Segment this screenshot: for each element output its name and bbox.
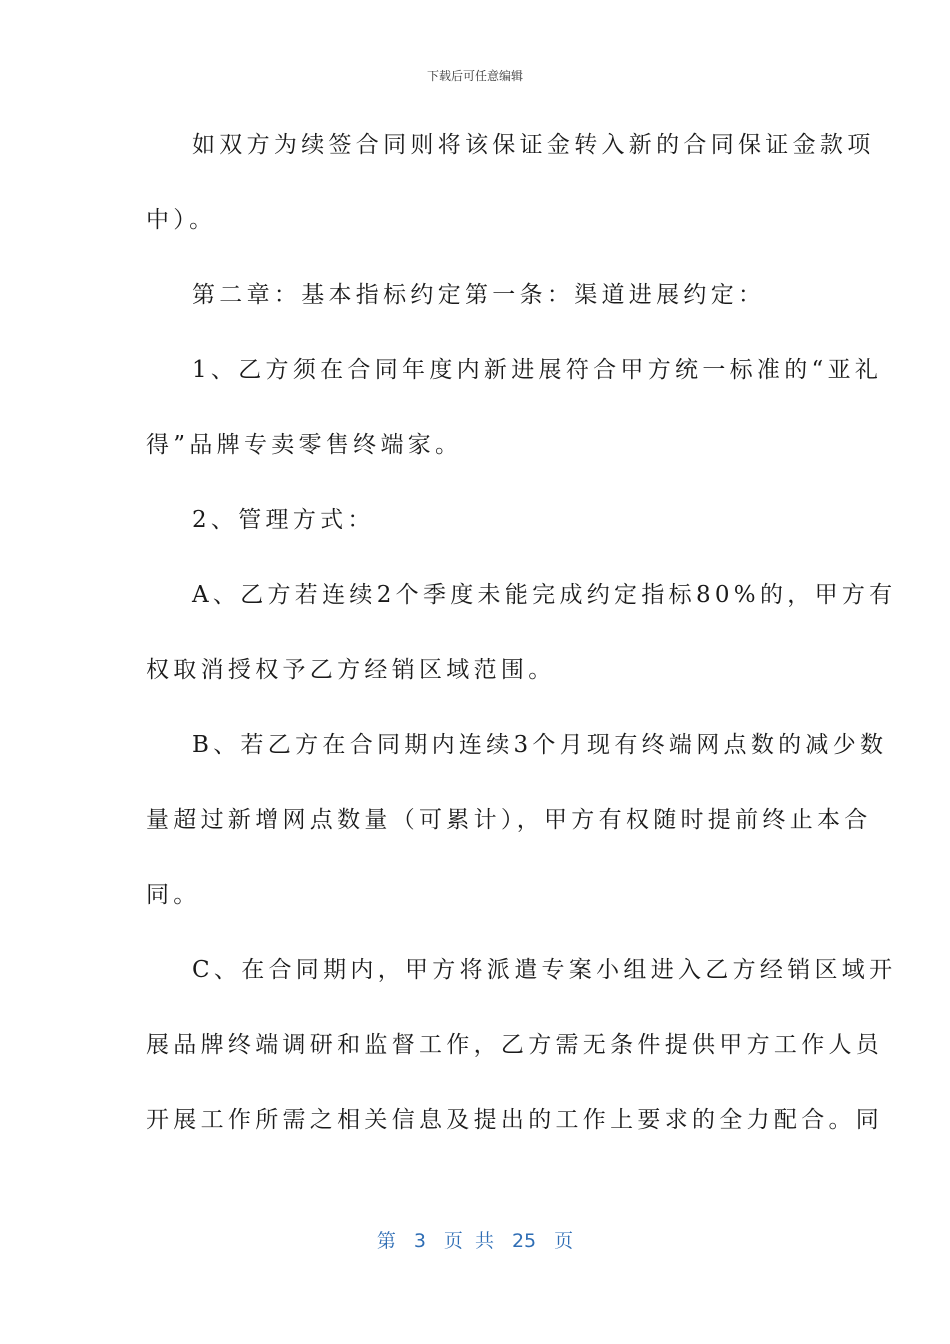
paragraph-line: B、若乙方在合同期内连续3个月现有终端网点数的减少数 xyxy=(192,732,888,758)
paragraph-line: 中）。 xyxy=(146,207,217,233)
paragraph-line: 展品牌终端调研和监督工作，乙方需无条件提供甲方工作人员 xyxy=(146,1032,884,1058)
paragraph-line: 开展工作所需之相关信息及提出的工作上要求的全力配合。同 xyxy=(146,1107,884,1133)
paragraph-line: 权取消授权予乙方经销区域范围。 xyxy=(146,657,556,683)
paragraph-line: C、在合同期内，甲方将派遣专案小组进入乙方经销区域开 xyxy=(192,957,897,983)
footer-prefix: 第 xyxy=(376,1230,396,1252)
footer-suffix: 页 xyxy=(554,1230,574,1252)
paragraph-line: 1、乙方须在合同年度内新进展符合甲方统一标准的“亚礼 xyxy=(192,357,883,383)
paragraph-line: 如双方为续签合同则将该保证金转入新的合同保证金款项 xyxy=(192,132,875,158)
current-page-number: 3 xyxy=(413,1230,426,1252)
paragraph-line: A、乙方若连续2个季度未能完成约定指标80%的，甲方有 xyxy=(192,582,897,608)
paragraph-line: 同。 xyxy=(146,882,201,908)
paragraph-line: 得”品牌专卖零售终端家。 xyxy=(146,432,463,458)
paragraph-line: 2、管理方式： xyxy=(192,507,375,533)
total-pages-number: 25 xyxy=(511,1230,537,1252)
paragraph-line: 第二章：基本指标约定第一条：渠道进展约定： xyxy=(192,282,766,308)
footer-middle: 页 共 xyxy=(443,1230,494,1252)
paragraph-line: 量超过新增网点数量（可累计），甲方有权随时提前终止本合 xyxy=(146,807,872,833)
page-number-footer xyxy=(0,1226,950,1253)
page-header-note: 下载后可任意编辑 xyxy=(426,69,523,83)
